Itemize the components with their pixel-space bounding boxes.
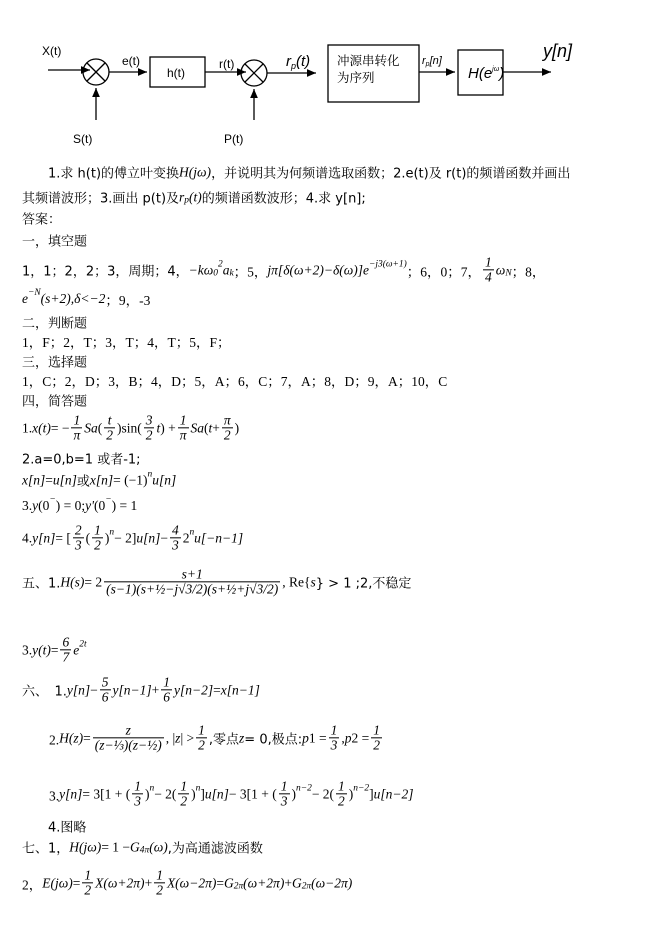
math-fraction — [329, 723, 340, 752]
math-fraction — [336, 779, 347, 808]
text-line — [22, 567, 411, 596]
fraction-denominator: (z−⅓)(z−½) — [94, 737, 162, 753]
s-label: S(t) — [73, 132, 93, 146]
math-expression: E(jω) — [42, 875, 73, 890]
math-expression: u[n−2] — [373, 786, 414, 801]
math-subscript: p — [184, 195, 190, 206]
math-expression: x[n−1] — [220, 682, 260, 697]
math-fraction — [132, 779, 143, 808]
math-expression: u[n] — [204, 786, 229, 801]
text-segment: ) = 0; — [55, 498, 86, 513]
text-segment: ] — [200, 786, 205, 801]
block-diagram — [0, 0, 652, 150]
math-superscript: n — [195, 783, 201, 794]
math-fraction — [71, 413, 82, 442]
text-segment: ) — [191, 786, 196, 801]
math-superscript: n — [189, 527, 195, 538]
fraction-numerator: 4 — [171, 522, 179, 538]
text-segment: (0 — [38, 498, 50, 513]
text-segment: 2.a=0,b=1 或者-1; — [22, 452, 141, 468]
text-segment: ) — [348, 786, 354, 801]
math-expression: y — [32, 498, 39, 513]
math-expression: −kω — [188, 262, 214, 277]
text-segment: ,零点 — [208, 732, 240, 748]
e-label: e(t) — [122, 54, 140, 68]
fraction-denominator: 2 — [145, 427, 153, 443]
math-superscript: n−2 — [353, 783, 370, 794]
math-expression: x(t) — [32, 420, 51, 435]
h-block-label: h(t) — [167, 66, 185, 80]
y-label: y[n] — [543, 41, 573, 61]
math-expression: a — [222, 262, 230, 277]
math-expression: u[n] — [152, 472, 177, 487]
math-fraction — [93, 723, 164, 752]
math-expression: H(s) — [60, 574, 85, 589]
text-segment: = — [50, 642, 59, 657]
text-segment: 1 = — [308, 730, 327, 745]
text-line — [22, 675, 260, 704]
text-segment: 四，简答题 — [22, 394, 88, 410]
math-expression: x[n] — [89, 472, 114, 487]
math-expression: ω — [495, 262, 506, 277]
fraction-numerator: π — [223, 412, 231, 428]
math-subscript: 4π — [139, 845, 150, 856]
fraction-numerator: 2 — [74, 522, 82, 538]
math-superscript: n−2 — [296, 783, 312, 794]
math-expression: X(ω−2π) — [166, 875, 217, 890]
fraction-numerator: 1 — [84, 867, 92, 883]
math-expression: z — [175, 730, 181, 745]
math-expression: G — [223, 875, 234, 890]
text-segment: ；8， — [511, 264, 546, 279]
text-line — [22, 289, 150, 309]
math-expression: e — [22, 291, 28, 306]
math-expression: G — [291, 875, 302, 890]
math-fraction — [104, 413, 115, 442]
math-subscript: k — [229, 268, 234, 279]
text-segment: = 3[1 + ( — [82, 786, 131, 801]
math-fraction — [104, 567, 280, 596]
math-superscript: n — [149, 783, 155, 794]
fraction-numerator: 1 — [338, 778, 345, 794]
fraction-denominator: 2 — [106, 427, 113, 443]
math-superscript: n — [147, 469, 153, 480]
fraction-denominator: 7 — [62, 649, 70, 665]
math-expression: u[−n−1] — [194, 530, 244, 545]
text-segment: 3. — [22, 788, 60, 803]
math-fraction — [92, 523, 103, 552]
text-segment: ；6，0；7， — [406, 264, 482, 279]
text-segment: ) + — [160, 420, 176, 435]
fraction-numerator: 1 — [73, 412, 81, 428]
text-line — [22, 723, 384, 752]
math-fraction — [100, 675, 111, 704]
math-fraction — [82, 868, 93, 897]
fraction-numerator: 1 — [485, 254, 492, 270]
math-fraction — [371, 723, 382, 752]
text-segment: + — [284, 875, 292, 890]
math-fraction — [161, 675, 172, 704]
math-subscript: 2π — [301, 881, 312, 892]
text-segment: − 3[1 + ( — [228, 786, 277, 801]
text-segment: 一，填空题 — [22, 234, 88, 250]
text-segment: 六、 1. — [22, 684, 67, 700]
math-fraction — [73, 523, 84, 552]
text-segment: 4. — [22, 530, 33, 545]
fraction-numerator: 1 — [330, 722, 338, 738]
math-expression: y(t) — [32, 642, 51, 657]
x-label: X(t) — [42, 44, 62, 58]
text-line — [22, 523, 243, 552]
math-expression: s — [310, 574, 316, 589]
math-fraction — [144, 413, 155, 442]
math-expression: y[n−1] — [112, 682, 152, 697]
fraction-denominator: π — [73, 427, 81, 443]
fraction-numerator: 5 — [101, 674, 109, 690]
text-segment: ；9，-3 — [105, 293, 151, 308]
math-expression: y[n] — [32, 530, 56, 545]
fraction-numerator: 1 — [179, 412, 187, 428]
fraction-numerator: t — [107, 412, 112, 428]
math-fraction — [178, 779, 189, 808]
text-segment: 三，选择题 — [22, 355, 88, 371]
text-segment: + — [212, 420, 220, 435]
fraction-numerator: 3 — [145, 412, 153, 428]
math-expression: (ω−2π) — [311, 875, 353, 890]
text-segment: = — [83, 730, 91, 745]
fraction-numerator: 1 — [373, 722, 380, 738]
fraction-denominator: 3 — [171, 537, 179, 553]
math-fraction — [483, 255, 494, 284]
fraction-denominator: 2 — [94, 537, 101, 553]
text-segment: , — [341, 730, 345, 745]
math-subscript: 0 — [213, 268, 218, 279]
text-line — [22, 255, 545, 284]
fraction-denominator: 6 — [101, 689, 109, 705]
text-line — [22, 352, 87, 371]
text-segment: = — [213, 682, 221, 697]
text-line — [22, 449, 141, 468]
text-segment: ,为高通滤波函数 — [167, 841, 263, 857]
math-fraction — [154, 868, 165, 897]
text-segment: 五、1. — [22, 576, 61, 592]
math-expression: (ω+2π) — [243, 875, 285, 890]
text-line — [22, 209, 61, 228]
text-segment: 2 = — [351, 730, 370, 745]
text-segment: 七、1， — [22, 841, 70, 857]
text-segment: ；5， — [233, 264, 268, 279]
convert-block-label-2: 为序列 — [337, 71, 375, 85]
math-expression: y[n] — [66, 682, 91, 697]
math-fraction — [196, 723, 207, 752]
text-segment: 3. — [22, 498, 33, 513]
math-expression: Sa — [190, 420, 204, 435]
text-segment: 4.图略 — [22, 820, 87, 836]
math-expression: p — [344, 730, 352, 745]
convert-block-label-1: 冲源串转化 — [337, 54, 400, 68]
math-expression: y[n] — [59, 786, 83, 801]
text-segment: 1，1；2，2；3，周期；4， — [22, 264, 189, 280]
math-fraction — [222, 413, 233, 442]
text-line — [22, 163, 570, 182]
text-segment: 二，判断题 — [22, 316, 88, 332]
text-segment: 的频谱函数波形；4.求 y[n]; — [201, 191, 366, 207]
H-block-label: $H(e^{j\omega})$ — [468, 65, 505, 82]
text-line — [22, 391, 87, 410]
math-superscript: − — [105, 495, 112, 506]
text-segment: 或 — [76, 474, 90, 490]
text-segment: ( — [85, 530, 91, 545]
text-segment: ) = 1 — [111, 498, 138, 513]
math-superscript: −j3(ω+1) — [369, 259, 407, 270]
math-subscript: N — [505, 268, 512, 279]
fraction-denominator: 3 — [330, 737, 338, 753]
fraction-denominator: 3 — [134, 793, 141, 809]
math-expression: G — [130, 839, 140, 854]
text-segment: = — [216, 875, 224, 890]
fraction-denominator: 3 — [280, 793, 288, 809]
text-line — [22, 370, 447, 390]
fraction-numerator: s+1 — [181, 566, 203, 582]
math-expression: y' — [85, 498, 95, 513]
math-expression: r — [179, 189, 185, 204]
text-segment: , Re{ — [282, 574, 311, 589]
text-line — [22, 331, 231, 351]
fraction-numerator: 1 — [94, 522, 101, 538]
fraction-numerator: 1 — [134, 778, 141, 794]
fraction-denominator: 2 — [198, 737, 205, 753]
text-segment: 2 — [182, 530, 190, 545]
math-expression: (s+2),δ<−2 — [40, 291, 106, 306]
math-expression: p — [302, 730, 309, 745]
text-segment: 1，F；2，T；3，T；4，T；5，F； — [22, 335, 231, 350]
text-segment: )sin( — [116, 420, 142, 435]
math-fraction — [178, 413, 189, 442]
text-segment: 2. — [22, 732, 60, 747]
text-segment: ( — [97, 420, 103, 435]
text-segment: 1，C；2，D；3，B；4，D；5，A；6，C；7，A；8，D；9，A；10，C — [22, 374, 448, 389]
fraction-numerator: 1 — [280, 778, 288, 794]
math-expression: Sa — [84, 420, 98, 435]
text-segment: = [ — [55, 530, 71, 545]
text-line — [22, 413, 239, 442]
fraction-denominator: π — [179, 427, 187, 443]
text-segment: ) — [234, 420, 240, 435]
text-segment: , | — [165, 730, 176, 745]
text-segment: 其频谱波形；3.画出 p(t)及 — [22, 191, 180, 207]
text-segment: ( — [204, 420, 209, 435]
math-expression: X(ω+2π) — [95, 875, 145, 890]
text-line — [22, 471, 176, 490]
math-expression: H(jω) — [69, 839, 102, 854]
text-segment: − — [160, 530, 168, 545]
text-segment: − 2] — [114, 530, 137, 545]
fraction-numerator: 1 — [163, 674, 171, 690]
text-line — [22, 779, 413, 808]
fraction-denominator: 4 — [485, 269, 492, 285]
fraction-denominator: 6 — [163, 689, 171, 705]
text-line — [22, 838, 263, 857]
math-expression: y[n−2] — [174, 682, 214, 697]
text-segment: (0 — [94, 498, 106, 513]
rp-label: $r_p(t)$ — [286, 53, 311, 71]
fraction-denominator: 2 — [84, 882, 92, 898]
p-label: P(t) — [224, 132, 244, 146]
fraction-denominator: 2 — [180, 793, 188, 809]
fraction-numerator: 1 — [180, 778, 188, 794]
text-line — [22, 817, 86, 836]
text-segment: = — [72, 875, 81, 890]
math-superscript: 2 — [218, 259, 223, 270]
text-segment: = − — [50, 420, 70, 435]
text-segment: = 1 − — [101, 839, 131, 854]
text-segment: 1. — [22, 420, 33, 435]
fraction-denominator: 2 — [338, 793, 345, 809]
text-segment: } > 1 ;2,不稳定 — [315, 576, 412, 592]
math-expression: (t) — [189, 189, 202, 204]
fraction-denominator: (s−1)(s+½−j√3/2)(s+½+j√3/2) — [106, 581, 279, 597]
text-segment: 答案： — [22, 212, 62, 228]
text-line — [22, 231, 87, 250]
text-line — [22, 188, 366, 207]
fraction-denominator: 2 — [156, 882, 163, 898]
math-expression: jπ[δ(ω+2)−δ(ω)]e — [267, 262, 370, 277]
text-line — [22, 313, 87, 332]
math-expression: u[n] — [52, 472, 77, 487]
text-segment: ) — [144, 786, 150, 801]
text-segment: = 0,极点: — [244, 732, 303, 748]
text-segment: ，并说明其为何频谱选取函数；2.e(t)及 r(t)的频谱函数并画出 — [211, 166, 571, 182]
math-expression: e — [73, 642, 80, 657]
text-segment: = 2 — [84, 574, 103, 589]
math-subscript: 2π — [233, 881, 244, 892]
fraction-denominator: 3 — [74, 537, 82, 553]
math-expression: t — [156, 420, 161, 435]
text-segment: 3. — [22, 642, 33, 657]
math-superscript: − — [49, 495, 56, 506]
text-line — [22, 635, 87, 664]
math-expression: H(jω) — [179, 164, 212, 179]
text-segment: − 2( — [311, 786, 335, 801]
fraction-numerator: 1 — [156, 867, 163, 883]
fraction-numerator: 6 — [62, 634, 70, 650]
math-fraction — [60, 635, 71, 664]
math-fraction — [170, 523, 181, 552]
math-expression: t — [208, 420, 213, 435]
text-segment: ) — [104, 530, 110, 545]
text-segment: − — [90, 682, 98, 697]
math-fraction — [279, 779, 290, 808]
math-superscript: −N — [28, 288, 41, 299]
text-segment: ] — [369, 786, 374, 801]
text-segment: ) — [291, 786, 296, 801]
text-line — [22, 868, 352, 897]
text-segment: 1.求 h(t)的傅立叶变换 — [22, 166, 180, 182]
text-segment: = (−1) — [113, 472, 148, 487]
math-expression: u[n] — [136, 530, 161, 545]
fraction-numerator: 1 — [198, 722, 205, 738]
math-superscript: n — [109, 527, 115, 538]
text-line — [22, 495, 138, 514]
text-segment: 2， — [22, 877, 43, 892]
math-expression: (ω) — [149, 839, 168, 854]
text-segment: − 2( — [154, 786, 177, 801]
math-superscript: 2t — [79, 639, 87, 650]
fraction-denominator: 2 — [223, 427, 231, 443]
r-label: r(t) — [219, 57, 235, 71]
text-segment: + — [151, 682, 160, 697]
fraction-denominator: 2 — [373, 737, 380, 753]
text-segment: | > — [180, 730, 195, 745]
math-expression: H(z) — [59, 730, 84, 745]
text-segment: + — [144, 875, 153, 890]
math-expression: x[n] — [22, 472, 46, 487]
rpn-label: rp[n] — [422, 55, 442, 68]
text-segment: = — [45, 472, 53, 487]
math-expression: z — [239, 730, 245, 745]
fraction-numerator: z — [125, 722, 131, 738]
